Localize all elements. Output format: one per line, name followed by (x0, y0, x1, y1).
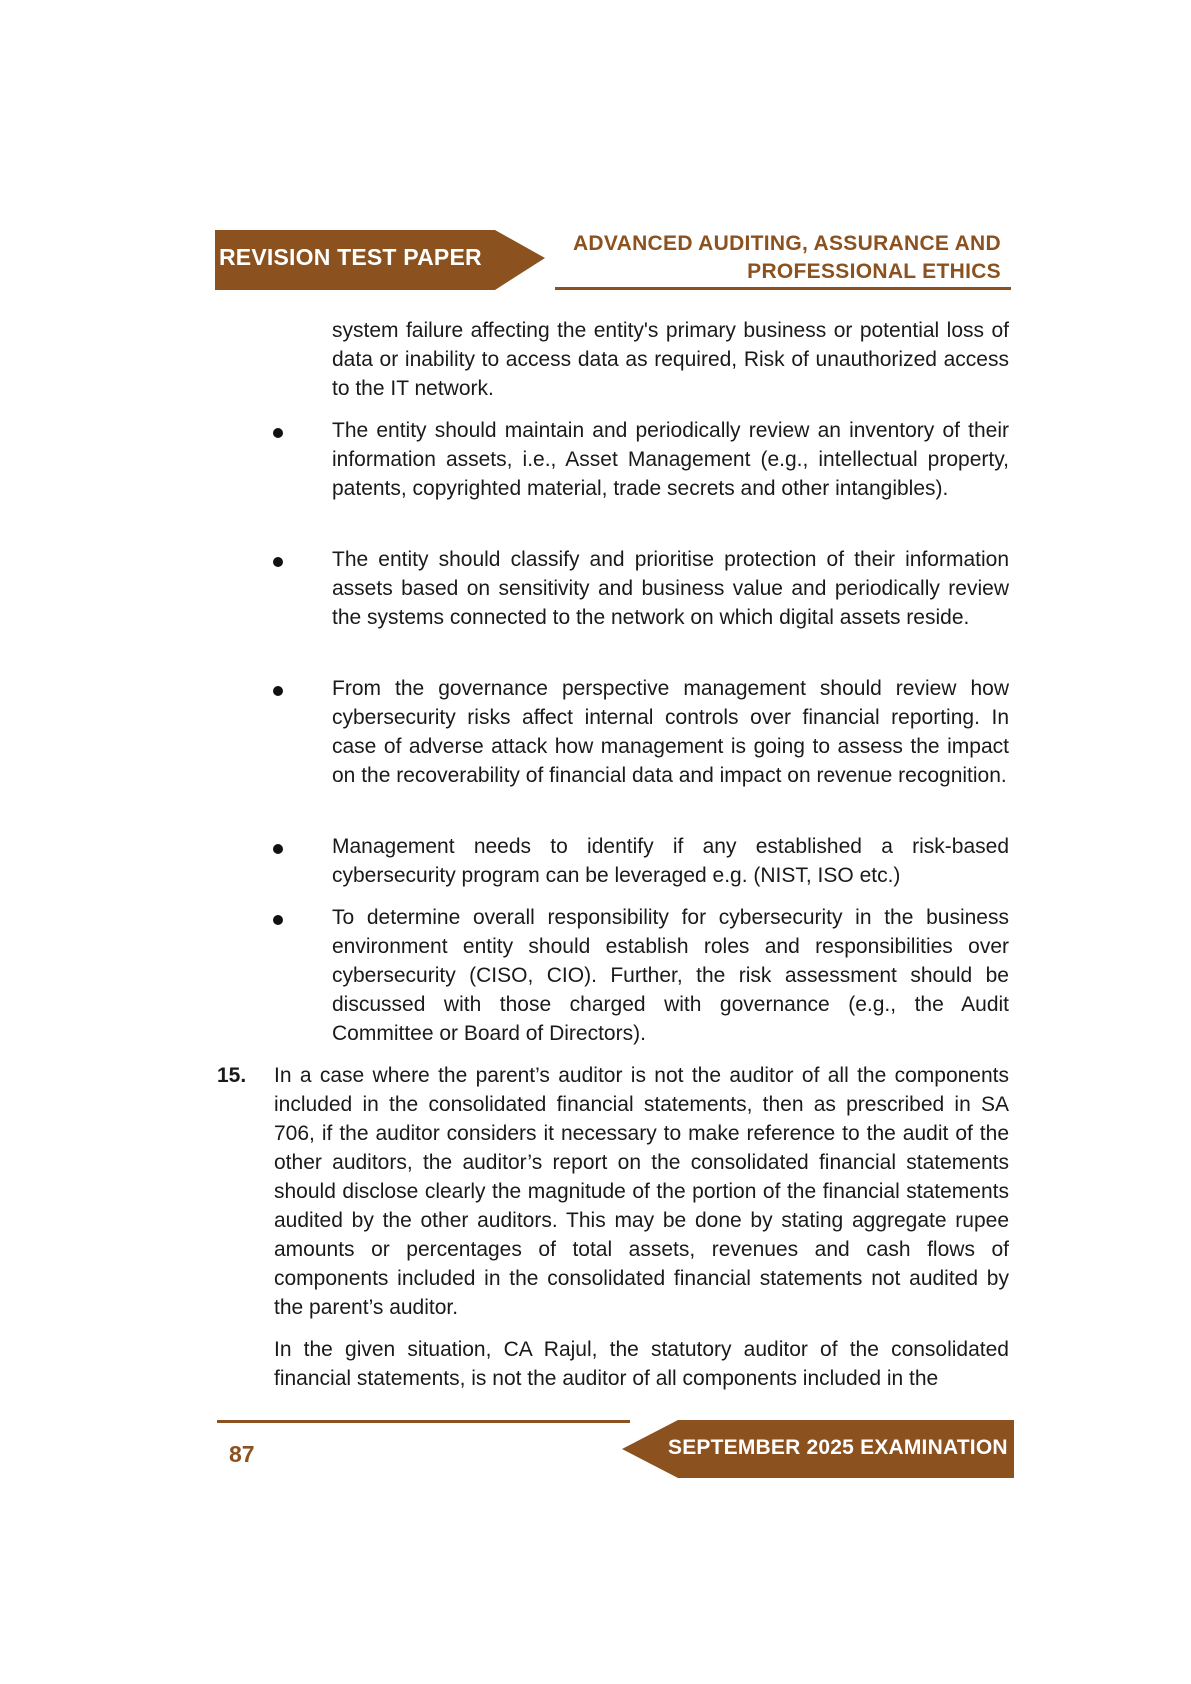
bullet-icon (273, 686, 283, 696)
header-rule (555, 287, 1011, 290)
footer-rule (217, 1420, 630, 1423)
continuation-paragraph: system failure affecting the entity's primary business or potential loss of data or inability to access data as required, Risk of unauthorized access to the IT network. (332, 319, 1009, 400)
header-tag-label: REVISION TEST PAPER (219, 244, 482, 270)
bullet-icon (273, 844, 283, 854)
bullet-icon (273, 915, 283, 925)
page-number: 87 (229, 1441, 255, 1467)
bullet-item-3: From the governance perspective management should review how cybersecurity risks affect internal controls over financial reporting. In case of adverse attack how management is going to assess the impact on the recoverability of financial data and impact on revenue recognition. (332, 677, 1009, 787)
header-tag (215, 230, 545, 290)
bullet-icon (273, 428, 283, 438)
subject-title-line1: ADVANCED AUDITING, ASSURANCE AND (572, 232, 1001, 255)
exam-label: SEPTEMBER 2025 EXAMINATION (668, 1436, 1008, 1459)
subject-title-line2: PROFESSIONAL ETHICS (747, 260, 1001, 283)
bullet-item-1: The entity should maintain and periodically review an inventory of their information assets, i.e., Asset Management (e.g., intellectual property, patents, copyrighted material, trade secrets and other intangibles). (332, 419, 1009, 500)
answer-paragraph-2: In the given situation, CA Rajul, the statutory auditor of the consolidated financial statements, is not the auditor of all components included in the (274, 1338, 1009, 1390)
bullet-item-4: Management needs to identify if any established a risk-based cybersecurity program can be leveraged e.g. (NIST, ISO etc.) (332, 835, 1009, 887)
bullet-item-2: The entity should classify and prioritise protection of their information assets based on sensitivity and business value and periodically review the systems connected to the network on which digital assets reside. (332, 548, 1009, 629)
bullet-icon (273, 557, 283, 567)
question-number: 15. (217, 1064, 247, 1087)
bullet-item-5: To determine overall responsibility for cybersecurity in the business environment entity should establish roles and responsibilities over cybersecurity (CISO, CIO). Further, the risk assessment should be discussed with those charged with governance (e.g., the Audit Committee or Board of Directors). (332, 906, 1009, 1045)
answer-paragraph-1: In a case where the parent’s auditor is not the auditor of all the components included in the consolidated financial statements, then as prescribed in SA 706, if the auditor considers it necessary to make reference to the audit of the other auditors, the auditor’s report on the consolidated financial statements should disclose clearly the magnitude of the portion of the financial statements audited by the other auditors. This may be done by stating aggregate rupee amounts or percentages of total assets, revenues and cash flows of components included in the consolidated financial statements not audited by the parent’s auditor. (274, 1064, 1009, 1319)
subject-title (573, 230, 1001, 286)
footer-exam-tag (622, 1420, 1014, 1478)
